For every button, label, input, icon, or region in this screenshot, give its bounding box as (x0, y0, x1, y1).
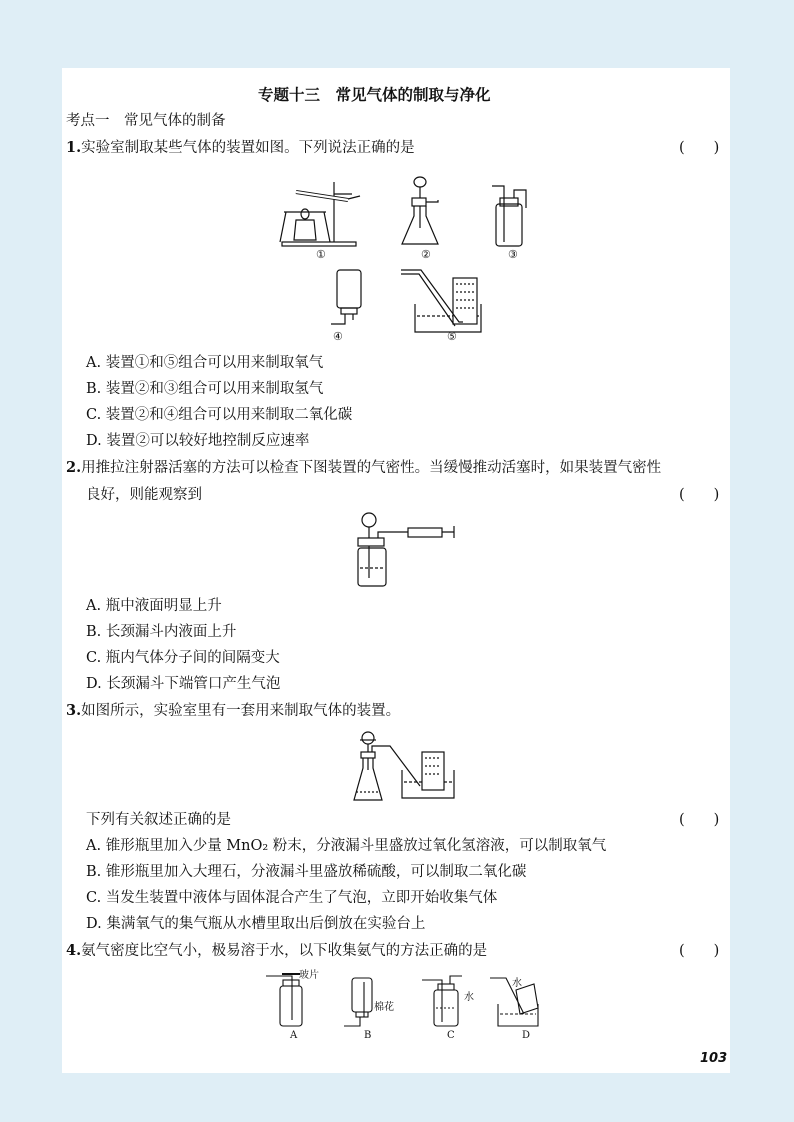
figure-label: ① (316, 248, 326, 261)
figure-note: 水 (464, 992, 474, 1003)
answer-blank: ( ) (679, 943, 720, 959)
option-b: B. 长颈漏斗内液面上升 (86, 624, 237, 640)
question-text: 实验室制取某些气体的装置如图。下列说法正确的是 (81, 140, 415, 156)
option-d: D. 集满氧气的集气瓶从水槽里取出后倒放在实验台上 (86, 916, 426, 932)
page-number: 103 (700, 1051, 728, 1066)
option-c: C. 当发生装置中液体与固体混合产生了气泡，立即开始收集气体 (86, 890, 498, 906)
figure-label: ② (421, 248, 431, 261)
q2-apparatus-figure (350, 508, 460, 588)
question-number: 1. (66, 139, 82, 156)
answer-blank: ( ) (679, 812, 720, 828)
question-text: 氨气密度比空气小，极易溶于水，以下收集氨气的方法正确的是 (81, 943, 488, 959)
question-3-stem (66, 704, 400, 719)
q1-apparatus-figure (270, 168, 550, 261)
option-c: C. 瓶内气体分子间的间隔变大 (86, 650, 280, 666)
option-b: B. 装置②和③组合可以用来制取氢气 (86, 381, 324, 397)
figure-label: D (522, 1030, 531, 1041)
figure-note: 棉花 (374, 1002, 394, 1013)
option-c: C. 装置②和④组合可以用来制取二氧化碳 (86, 407, 353, 423)
answer-blank: ( ) (679, 487, 720, 503)
question-number: 3. (66, 702, 82, 719)
figure-label: ⑤ (447, 330, 457, 343)
option-b: B. 锥形瓶里加入大理石，分液漏斗里盛放稀硫酸，可以制取二氧化碳 (86, 864, 527, 880)
figure-label: A (290, 1030, 298, 1041)
question-number: 4. (66, 942, 82, 959)
option-d: D. 长颈漏斗下端管口产生气泡 (86, 676, 281, 692)
section-heading: 考点一 常见气体的制备 (66, 113, 226, 129)
figure-note: 玻片 (299, 970, 319, 981)
q3-apparatus-figure (350, 726, 460, 806)
option-a: A. 锥形瓶里加入少量 MnO₂ 粉末，分液漏斗里盛放过氧化氢溶液，可以制取氧气 (86, 838, 607, 854)
question-number: 2. (66, 459, 82, 476)
figure-note: 水 (512, 978, 522, 989)
question-text: 如图所示，实验室里有一套用来制取气体的装置。 (81, 703, 401, 719)
question-3-stem-cont: 下列有关叙述正确的是 (86, 812, 231, 828)
question-1-stem (66, 141, 415, 156)
figure-label: B (364, 1030, 372, 1041)
figure-label: ④ (333, 330, 343, 343)
answer-blank: ( ) (679, 140, 720, 156)
option-d: D. 装置②可以较好地控制反应速率 (86, 433, 310, 449)
page-title: 专题十三 常见气体的制取与净化 (258, 86, 491, 104)
question-text: 用推拉注射器活塞的方法可以检查下图装置的气密性。当缓慢推动活塞时，如果装置气密性 (81, 460, 662, 476)
q1-apparatus-figure-2 (325, 264, 495, 342)
question-2-stem-cont: 良好，则能观察到 (86, 487, 202, 503)
question-2-stem (66, 461, 661, 476)
figure-label: C (447, 1030, 455, 1041)
figure-label: ③ (508, 248, 518, 261)
question-4-stem (66, 944, 487, 959)
option-a: A. 瓶中液面明显上升 (86, 598, 222, 614)
option-a: A. 装置①和⑤组合可以用来制取氧气 (86, 355, 324, 371)
